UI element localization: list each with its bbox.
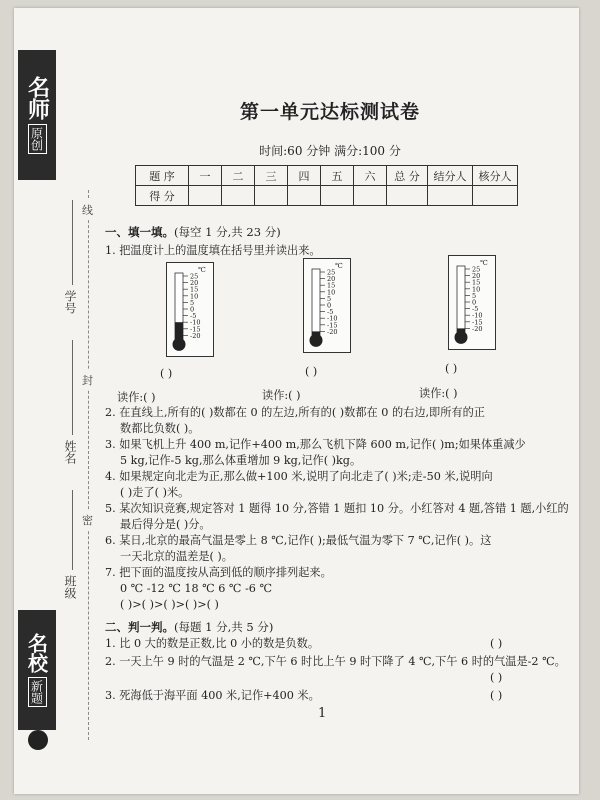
seal-label-secret: 密 <box>82 510 93 530</box>
question-1-5-line1: 5. 某次知识竞赛,规定答对 1 题得 10 分,答错 1 题扣 10 分。小红答对 4 题,答错 1 题,小红的 <box>105 502 569 515</box>
thermometer-bulb <box>173 338 186 351</box>
score-cell: 结分人 <box>428 166 473 186</box>
thermometer-tick-label: 5 <box>327 294 332 303</box>
thermometer-tick-label: -20 <box>472 324 483 333</box>
thermometer-tick-label: 25 <box>472 265 481 274</box>
score-cell: 六 <box>354 166 387 186</box>
score-cell: 核分人 <box>473 166 518 186</box>
thermo-2-answer[interactable]: ( ) <box>305 365 318 378</box>
thermometer-tick-label: 10 <box>327 288 336 297</box>
seal-dashed-line <box>88 190 89 740</box>
thermometer-bulb <box>455 331 468 344</box>
thermometer-tick-label: -10 <box>190 318 201 327</box>
thermo-2-reading[interactable]: 读作:( ) <box>262 389 301 402</box>
question-1-2-line2: 数都比负数( )。 <box>120 422 200 435</box>
score-table-input-row <box>136 186 518 206</box>
page-number: 1 <box>318 706 327 721</box>
student-number-label: 学号 <box>63 290 77 314</box>
score-cell: 得 分 <box>136 186 189 206</box>
answer-2-2[interactable]: ( ) <box>490 671 503 684</box>
thermometer-mercury <box>175 322 183 339</box>
thermo-3-reading[interactable]: 读作:( ) <box>419 387 458 400</box>
publisher-logo-icon <box>28 730 48 750</box>
score-input-cell[interactable] <box>288 186 321 206</box>
score-input-cell[interactable] <box>354 186 387 206</box>
thermometer-tick-label: 15 <box>472 278 481 287</box>
score-input-cell[interactable] <box>321 186 354 206</box>
thermometer-3 <box>448 255 496 350</box>
score-cell: 一 <box>189 166 222 186</box>
thermometer-tick-label: 25 <box>327 268 336 277</box>
score-cell: 四 <box>288 166 321 186</box>
thermometer-tick-label: -10 <box>327 314 338 323</box>
thermometer-tick-label: 5 <box>190 298 195 307</box>
brand-bottom-text: 名校 <box>24 633 49 673</box>
thermo-3-answer[interactable]: ( ) <box>445 362 458 375</box>
question-1-7: 7. 把下面的温度按从高到低的顺序排列起来。 <box>105 566 332 579</box>
thermometer-tick-label: -15 <box>190 325 201 334</box>
section2-header <box>105 620 273 634</box>
seal-label-line: 线 <box>82 200 93 220</box>
score-input-cell[interactable] <box>473 186 518 206</box>
thermometer-tick-label: 0 <box>190 305 195 314</box>
thermometer-tube <box>457 266 465 332</box>
thermometer-tick-label: 25 <box>190 272 199 281</box>
thermometer-tick-label: -5 <box>472 305 479 314</box>
question-1-3-line1: 3. 如果飞机上升 400 m,记作+400 m,那么飞机下降 600 m,记作( )m;如果体重减少 <box>105 438 526 451</box>
question-1-6-line2: 一天北京的温差是( )。 <box>120 550 233 563</box>
student-name-field[interactable] <box>72 340 73 435</box>
score-cell: 三 <box>255 166 288 186</box>
question-2-3: 3. 死海低于海平面 400 米,记作+400 米。 <box>105 689 320 702</box>
thermometer-tick-label: 10 <box>190 292 199 301</box>
brand-top-sub: 原创 <box>28 124 47 154</box>
score-input-cell[interactable] <box>387 186 428 206</box>
section1-heading: 一、填一填。 <box>105 225 174 239</box>
thermometer-unit-label: ℃ <box>335 262 343 270</box>
thermometer-unit-label: ℃ <box>198 266 206 274</box>
answer-2-3[interactable]: ( ) <box>490 689 503 702</box>
score-cell: 二 <box>222 166 255 186</box>
thermometer-tick-label: -15 <box>327 321 338 330</box>
answer-2-1[interactable]: ( ) <box>490 637 503 650</box>
score-table-header-row <box>136 166 518 186</box>
thermometer-tick-label: -5 <box>327 308 334 317</box>
score-input-cell[interactable] <box>189 186 222 206</box>
thermometer-bulb <box>310 334 323 347</box>
question-1-5-line2: 最后得分是( )分。 <box>120 518 211 531</box>
class-label: 班级 <box>63 575 77 599</box>
thermometer-tick-label: 15 <box>327 281 336 290</box>
thermometer-tube <box>312 269 320 335</box>
section1-header <box>105 225 281 239</box>
student-number-field[interactable] <box>72 200 73 285</box>
page-title: 第一单元达标测试卷 <box>239 101 420 123</box>
thermometer-tick-label: 20 <box>190 279 199 288</box>
thermometer-unit-label: ℃ <box>480 259 488 267</box>
question-2-1: 1. 比 0 大的数是正数,比 0 小的数是负数。 <box>105 637 320 650</box>
section1-note: (每空 1 分,共 23 分) <box>174 225 281 239</box>
brand-bottom-sub: 新题 <box>28 677 47 707</box>
question-1-7-order[interactable]: ( )>( )>( )>( )>( ) <box>120 598 219 611</box>
time-and-score-info: 时间:60 分钟 满分:100 分 <box>259 144 401 158</box>
score-cell: 总 分 <box>387 166 428 186</box>
brand-logo-top <box>18 50 56 180</box>
thermometer-tick-label: 10 <box>472 285 481 294</box>
thermo-1-answer[interactable]: ( ) <box>160 367 173 380</box>
seal-label-seal: 封 <box>82 370 93 390</box>
thermometer-tick-label: 15 <box>190 285 199 294</box>
class-field[interactable] <box>72 490 73 570</box>
thermometer-tick-label: 0 <box>327 301 332 310</box>
thermometer-tick-label: 20 <box>327 275 336 284</box>
thermometer-2 <box>303 258 351 353</box>
question-1-3-line2: 5 kg,记作-5 kg,那么体重增加 9 kg,记作( )kg。 <box>120 454 362 467</box>
question-2-2: 2. 一天上午 9 时的气温是 2 ℃,下午 6 时比上午 9 时下降了 4 ℃,下午 6 时的气温是-2 ℃。 <box>105 655 566 668</box>
question-1-4-line1: 4. 如果规定向北走为正,那么做+100 米,说明了向北走了( )米;走-50 米,说明向 <box>105 470 493 483</box>
score-input-cell[interactable] <box>222 186 255 206</box>
thermometer-tick-label: 20 <box>472 272 481 281</box>
thermometer-tick-label: -20 <box>190 331 201 340</box>
score-table <box>135 165 518 206</box>
student-name-label: 姓名 <box>63 440 77 464</box>
question-1-1: 1. 把温度计上的温度填在括号里并读出来。 <box>105 244 321 257</box>
thermometer-tick-label: -5 <box>190 312 197 321</box>
score-cell: 五 <box>321 166 354 186</box>
question-1-6-line1: 6. 某日,北京的最高气温是零上 8 ℃,记作( );最低气温为零下 7 ℃,记作( )。这 <box>105 534 492 547</box>
question-1-4-line2: ( )走了( )米。 <box>120 486 190 499</box>
thermo-1-reading[interactable]: 读作:( ) <box>117 391 156 404</box>
section2-heading: 二、判一判。 <box>105 620 174 634</box>
brand-top-text: 名师 <box>24 76 50 120</box>
thermometer-tick-label: 0 <box>472 298 477 307</box>
thermometer-tick-label: -10 <box>472 311 483 320</box>
brand-logo-bottom <box>18 610 56 730</box>
score-cell: 题 序 <box>136 166 189 186</box>
thermometer-1 <box>166 262 214 357</box>
section2-note: (每题 1 分,共 5 分) <box>174 620 274 634</box>
thermometer-tick-label: -15 <box>472 318 483 327</box>
score-input-cell[interactable] <box>255 186 288 206</box>
thermometer-tick-label: 5 <box>472 291 477 300</box>
question-1-2-line1: 2. 在直线上,所有的( )数都在 0 的左边,所有的( )数都在 0 的右边,即所有的正 <box>105 406 485 419</box>
score-input-cell[interactable] <box>428 186 473 206</box>
question-1-7-temps: 0 ℃ -12 ℃ 18 ℃ 6 ℃ -6 ℃ <box>120 582 272 595</box>
thermometer-tick-label: -20 <box>327 327 338 336</box>
